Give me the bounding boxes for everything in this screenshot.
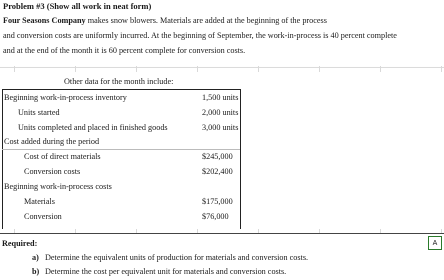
table-left-border: [2, 89, 3, 229]
row-value-direct-materials: $245,000: [202, 152, 233, 161]
row-divider: [2, 149, 240, 150]
row-label-units-completed: Units completed and placed in finished goods: [18, 123, 168, 132]
header-underline: [2, 89, 240, 90]
intro-text-1: makes snow blowers. Materials are added at the beginning of the process: [87, 16, 327, 25]
row-label-conversion-costs: Conversion costs: [24, 167, 81, 176]
required-label: Required:: [2, 239, 38, 248]
required-a-marker: a): [32, 253, 39, 262]
row-label-direct-materials: Cost of direct materials: [24, 152, 101, 161]
row-value-units-started: 2,000 units: [202, 108, 239, 117]
row-label-conversion: Conversion: [24, 212, 62, 221]
required-a-text: Determine the equivalent units of production for materials and conversion costs.: [45, 253, 309, 262]
cell-a-marker[interactable]: A: [428, 236, 442, 250]
row-label-materials: Materials: [24, 197, 55, 206]
row-label-cost-added: Cost added during the period: [4, 137, 100, 146]
required-b-marker: b): [32, 267, 40, 276]
problem-intro-line-1: [3, 17, 327, 25]
row-label-units-started: Units started: [18, 108, 60, 117]
problem-intro-line-3: and at the end of the month it is 60 percent complete for conversion costs.: [3, 46, 246, 55]
row-label-beginning-wip-costs: Beginning work-in-process costs: [4, 182, 112, 191]
other-data-header: Other data for the month include:: [64, 77, 174, 86]
required-top-border: [0, 233, 444, 234]
problem-intro-line-2: and conversion costs are uniformly incurred. At the beginning of September, the work-in-process is 40 percent complete: [3, 31, 397, 40]
row-value-materials: $175,000: [202, 197, 233, 206]
row-value-conversion-costs: $202,400: [202, 167, 233, 176]
row-value-conversion: $76,000: [202, 212, 229, 221]
row-value-units-completed: 3,000 units: [202, 123, 239, 132]
table-right-border: [240, 89, 241, 229]
company-name: Four Seasons Company: [3, 16, 86, 25]
required-b-text: Determine the cost per equivalent unit for materials and conversion costs.: [45, 267, 287, 276]
row-label-beginning-wip: Beginning work-in-process inventory: [4, 93, 127, 102]
problem-title: Problem #3 (Show all work in neat form): [3, 1, 152, 11]
row-value-beginning-wip: 1,500 units: [202, 93, 239, 102]
